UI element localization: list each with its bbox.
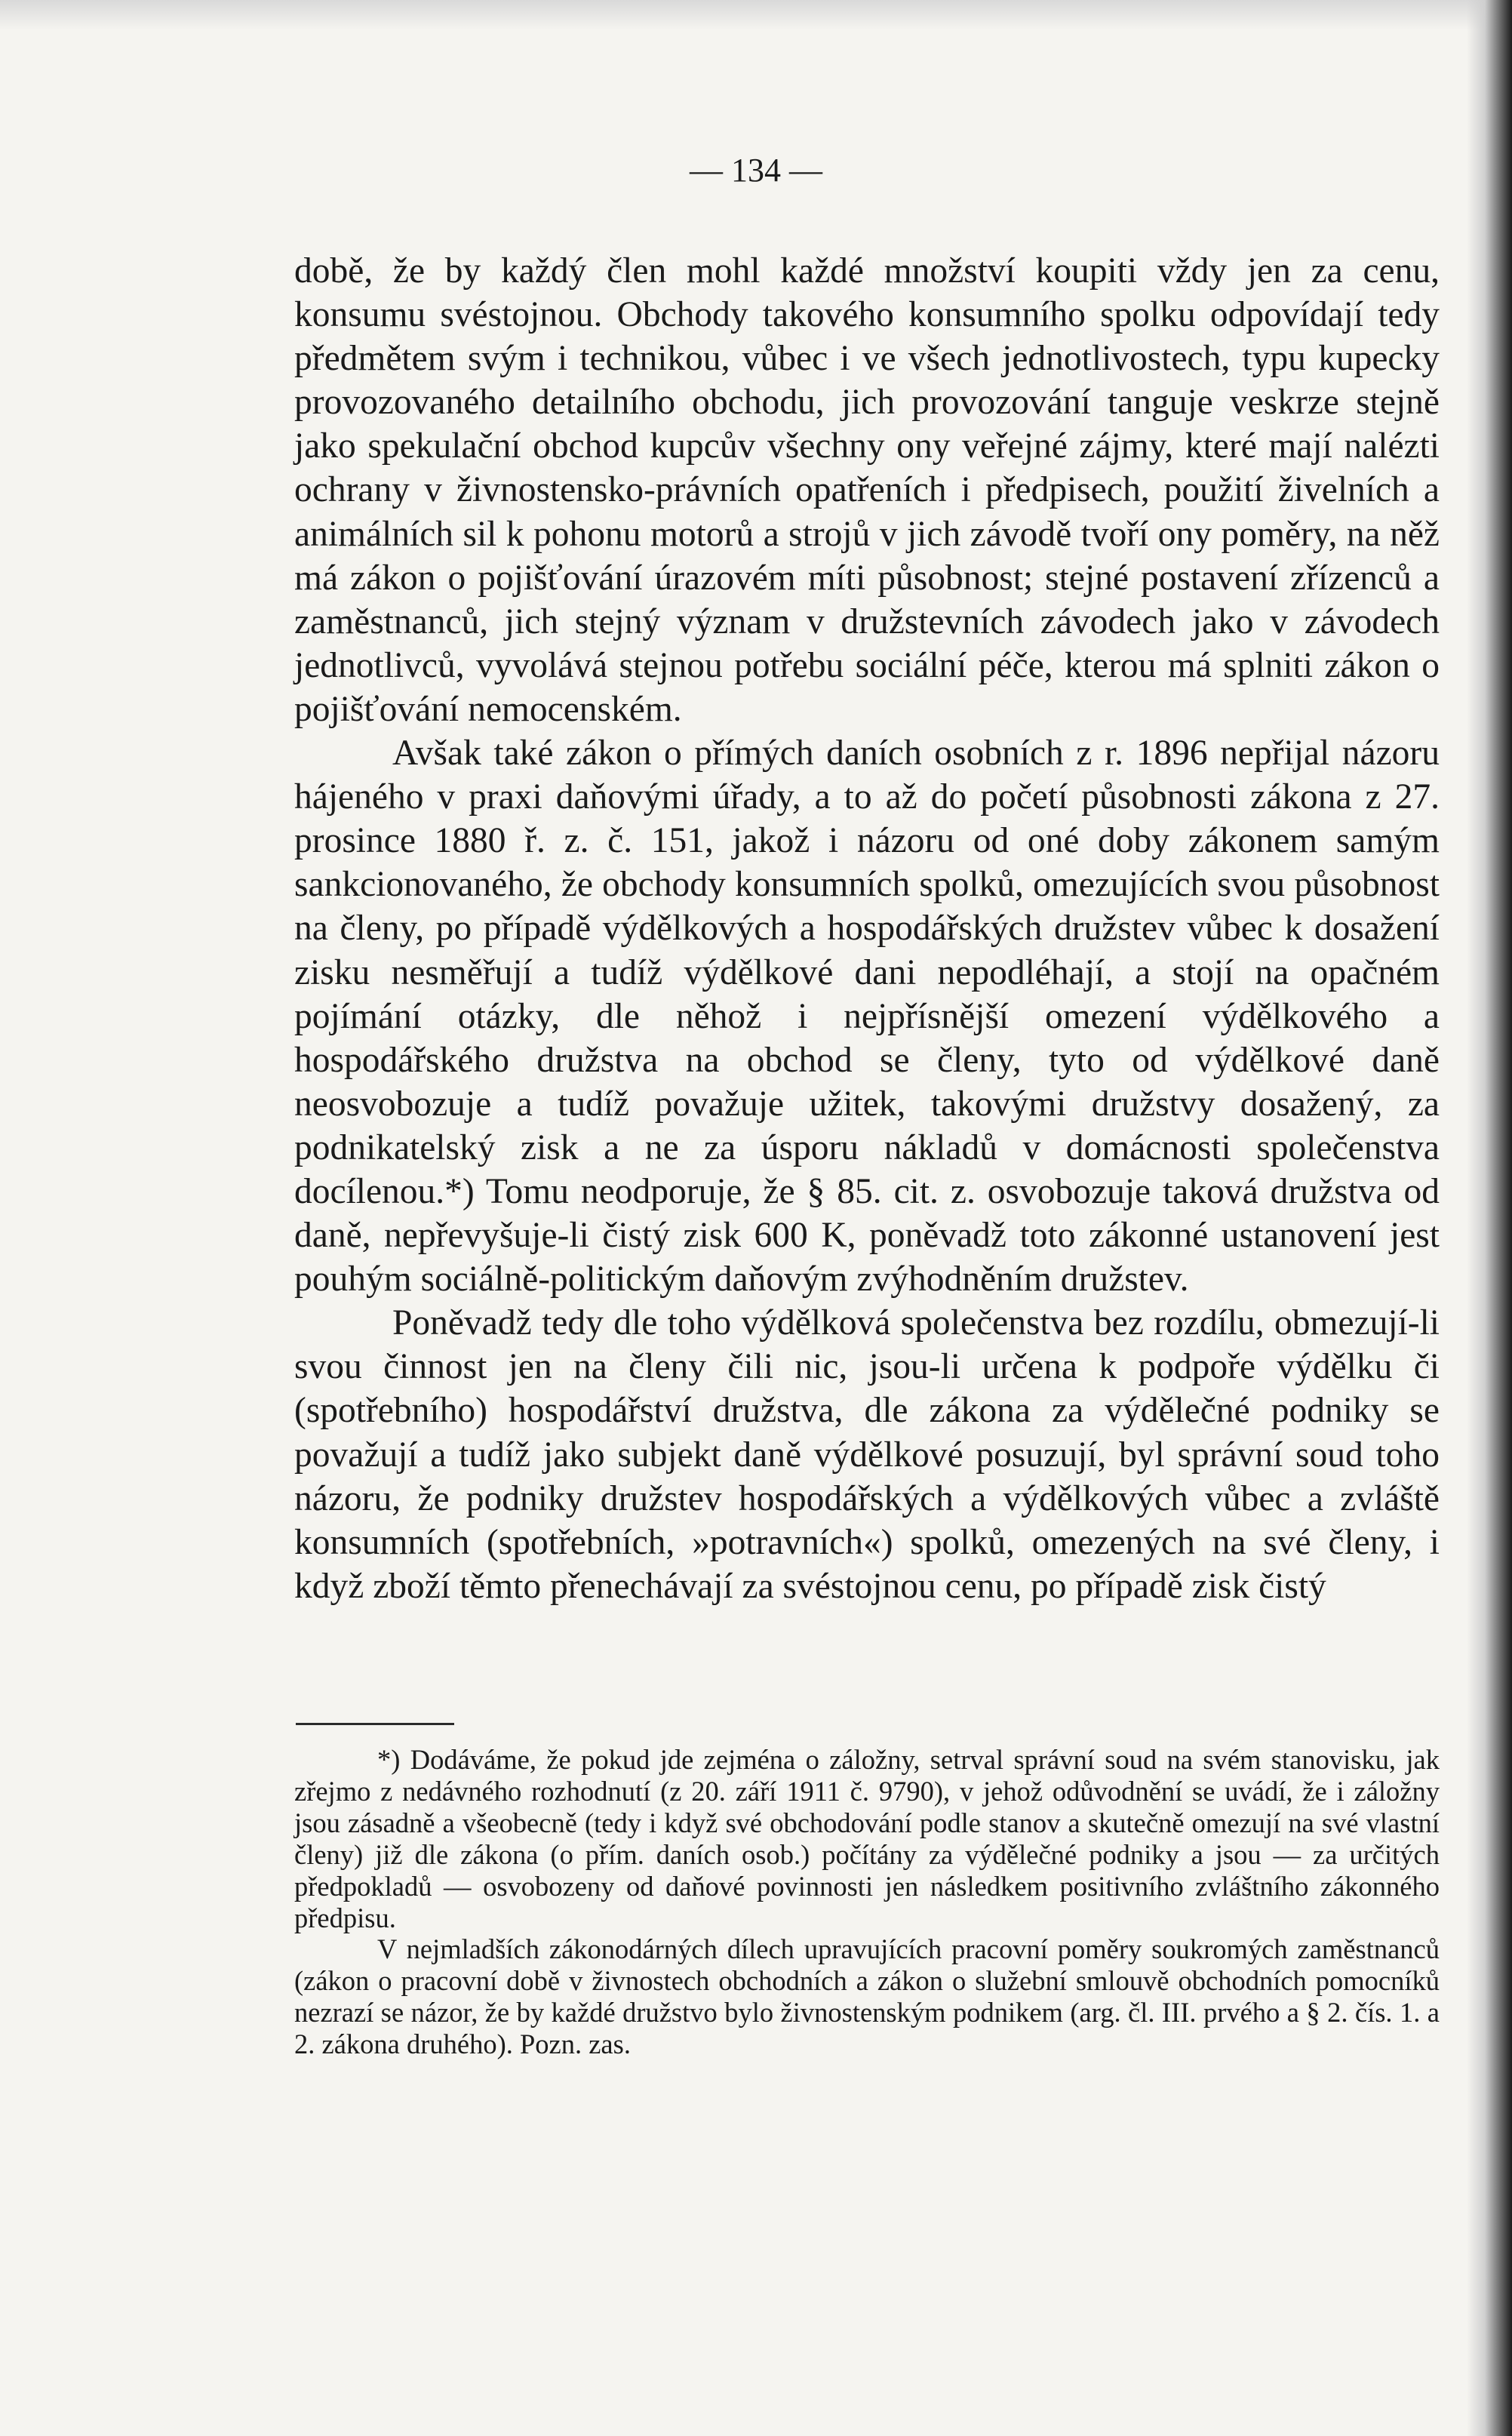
scan-shadow-right (1467, 0, 1512, 2436)
paragraph-3: Poněvadž tedy dle toho výdělková společenstva bez rozdílu, obmezují-li svou činnost jen na členy čili nic, jsou-li určena k podpoře výdělku či (spotřebního) hospodářství družstva, dle zákona za výdělečné podniky se považují a tudíž jako subjekt daně výdělkové posuzují, byl správní soud toho názoru, že podniky družstev hospodářských a výdělkových vůbec a zvláště konsumních (spotřebních, »potravních«) spolků, omezených na své členy, i když zboží těmto přenechávají za svéstojnou cenu, po případě zisk čistý (294, 1303, 1440, 1606)
page-number: — 134 — (690, 152, 822, 189)
paragraph-1: době, že by každý člen mohl každé množství koupiti vždy jen za cenu, konsumu svéstojnou. Obchody takového konsumního spolku odpovídají tedy předmětem svým i technikou, vůbec i ve všech jednotlivostech, typu kupecky provozovaného detailního obchodu, jich provozování tanguje veskrze stejně jako spekulační obchod kupcův všechny ony veřejné zájmy, které mají nalézti ochrany v živnostensko-právních opatřeních i předpisech, použití živelních a animálních sil k pohonu motorů a strojů v jich závodě tvoří ony poměry, na něž má zákon o pojišťování úrazovém míti působnost; stejné postavení zřízenců a zaměstnanců, jich stejný význam v družstevních závodech jako v závodech jednotlivců, vyvolává stejnou potřebu sociální péče, kterou má splniti zákon o pojišťování nemocenském. (294, 251, 1440, 729)
scan-shadow-top (0, 0, 1512, 30)
footnote-2: V nejmladších zákonodárných dílech upravujících pracovní poměry soukromých zaměstnanců (zákon o pracovní době v živnostech obchodních a zákon o služební smlouvě obchodních pomocníků nezrazí se názor, že by každé družstvo bylo živnostenským podnikem (arg. čl. III. prvého a § 2. čís. 1. a 2. zákona druhého). Pozn. zas. (294, 1933, 1440, 2060)
footnote-1: *) Dodáváme, že pokud jde zejména o záložny, setrval správní soud na svém stanovisku, jak zřejmo z nedávného rozhodnutí (z 20. září 1911 č. 9790), v jehož odůvodnění se uvádí, že i záložny jsou zásadně a všeobecně (tedy i když své obchodování podle stanov a skutečně omezují na své vlastní členy) již dle zákona (o přím. daních osob.) počítány za výdělečné podniky a jsou — za určitých předpokladů — osvobozeny od daňové povinnosti jen následkem positivního zvláštního zákonného předpisu. (294, 1744, 1440, 1933)
footnote-separator (296, 1723, 454, 1725)
paragraph-2: Avšak také zákon o přímých daních osobních z r. 1896 nepřijal názoru hájeného v praxi daňovými úřady, a to až do početí působnosti zákona z 27. prosince 1880 ř. z. č. 151, jakož i názoru od oné doby zákonem samým sankcionovaného, že obchody konsumních spolků, omezujících svou působnost na členy, po případě výdělkových a hospodářských družstev vůbec k dosažení zisku nesměřují a tudíž výdělkové dani nepodléhají, a stojí na opačném pojímání otázky, dle něhož i nejpřísnější omezení výdělkového a hospodářského družstva na obchod se členy, tyto od výdělkové daně neosvobozuje a tudíž považuje užitek, takovými družstvy dosažený, za podnikatelský zisk a ne za úsporu nákladů v domácnosti společenstva docílenou.*) Tomu neodporuje, že § 85. cit. z. osvobozuje taková družstva od daně, nepřevyšuje-li čistý zisk 600 K, poněvadž toto zákonné ustanovení jest pouhým sociálně-politickým daňovým zvýhodněním družstev. (294, 734, 1440, 1300)
body-text (294, 249, 1440, 1608)
footnotes (294, 1744, 1440, 2060)
